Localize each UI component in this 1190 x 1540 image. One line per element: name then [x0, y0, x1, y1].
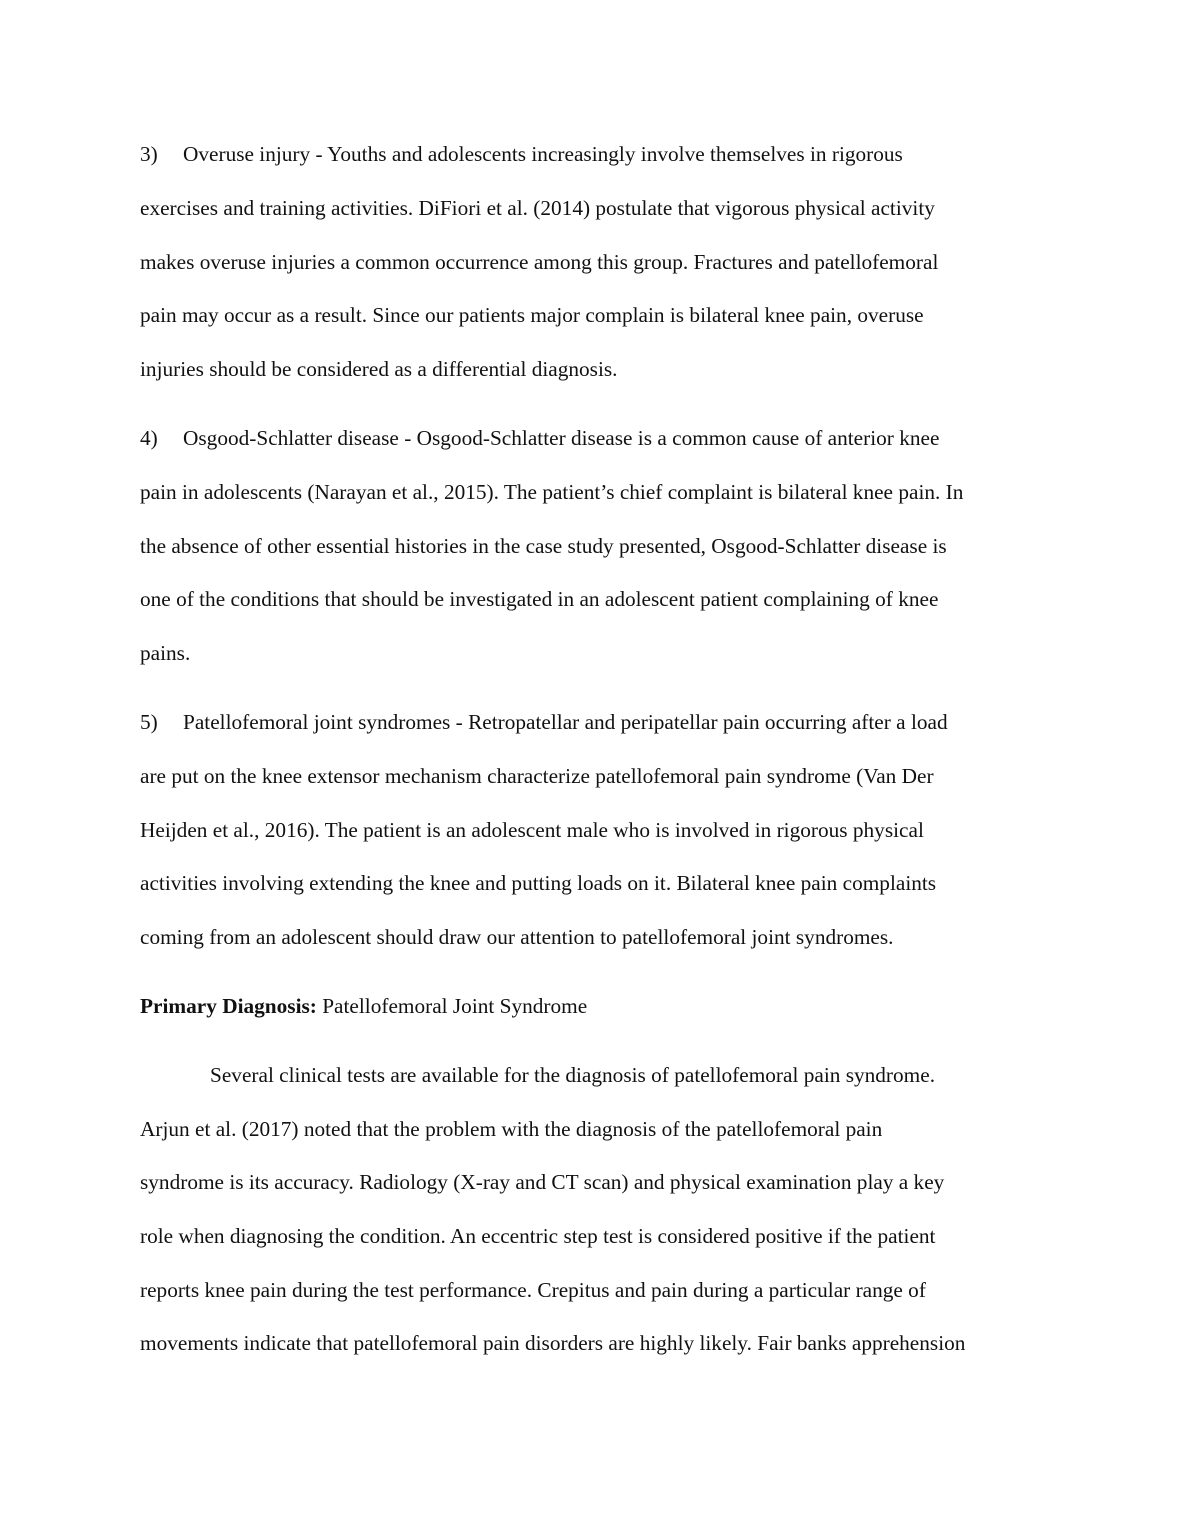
- list-item-number: 4): [140, 426, 158, 450]
- text-line: the absence of other essential histories in the case study presented, Osgood-Schlatter disease is: [140, 534, 947, 558]
- text-line: injuries should be considered as a differential diagnosis.: [140, 357, 618, 381]
- list-item-number: 3): [140, 142, 158, 166]
- list-item-first-line: [140, 424, 939, 452]
- text-line: one of the conditions that should be investigated in an adolescent patient complaining of knee: [140, 587, 939, 611]
- primary-diagnosis-heading: [140, 992, 587, 1020]
- text-line: coming from an adolescent should draw our attention to patellofemoral joint syndromes.: [140, 925, 894, 949]
- text-line: Patellofemoral joint syndromes - Retropatellar and peripatellar pain occurring after a load: [183, 710, 948, 734]
- text-line: Arjun et al. (2017) noted that the problem with the diagnosis of the patellofemoral pain: [140, 1117, 883, 1141]
- list-item-number: 5): [140, 710, 158, 734]
- text-line: pain in adolescents (Narayan et al., 2015). The patient’s chief complaint is bilateral knee pain. In: [140, 480, 964, 504]
- text-line: movements indicate that patellofemoral pain disorders are highly likely. Fair banks apprehension: [140, 1331, 966, 1355]
- text-line: are put on the knee extensor mechanism characterize patellofemoral pain syndrome (Van Der: [140, 764, 934, 788]
- text-line: reports knee pain during the test performance. Crepitus and pain during a particular range of: [140, 1278, 926, 1302]
- list-item-first-line: [140, 708, 948, 736]
- diagnosis-label: Primary Diagnosis:: [140, 994, 317, 1018]
- text-line: syndrome is its accuracy. Radiology (X-ray and CT scan) and physical examination play a key: [140, 1170, 945, 1194]
- text-line: Osgood-Schlatter disease - Osgood-Schlatter disease is a common cause of anterior knee: [183, 426, 940, 450]
- text-line: Overuse injury - Youths and adolescents increasingly involve themselves in rigorous: [183, 142, 903, 166]
- text-line: Heijden et al., 2016). The patient is an adolescent male who is involved in rigorous physical: [140, 818, 924, 842]
- text-line: activities involving extending the knee and putting loads on it. Bilateral knee pain complaints: [140, 871, 937, 895]
- text-line: role when diagnosing the condition. An eccentric step test is considered positive if the patient: [140, 1224, 936, 1248]
- text-line: Several clinical tests are available for the diagnosis of patellofemoral pain syndrome.: [210, 1063, 936, 1087]
- text-line: exercises and training activities. DiFiori et al. (2014) postulate that vigorous physical activity: [140, 196, 935, 220]
- diagnosis-value: Patellofemoral Joint Syndrome: [316, 994, 588, 1018]
- text-line: makes overuse injuries a common occurrence among this group. Fractures and patellofemoral: [140, 250, 939, 274]
- text-line: pain may occur as a result. Since our patients major complain is bilateral knee pain, overuse: [140, 303, 924, 327]
- list-item-first-line: [140, 140, 903, 168]
- text-line: pains.: [140, 641, 191, 665]
